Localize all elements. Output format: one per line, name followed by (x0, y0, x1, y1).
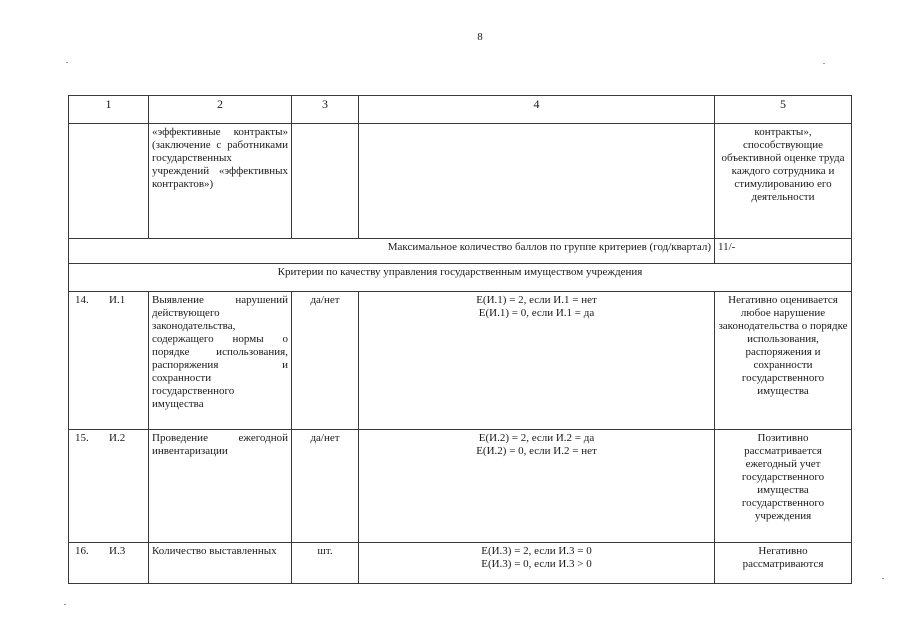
scan-speck (64, 604, 66, 605)
row-number: 16. (75, 545, 89, 557)
continuation-formula-cell (359, 124, 715, 239)
row-name-cell: Выявление нарушений действующего законодательства, содержащего нормы о порядке использования, распоряжения и сохранности государственного имущества (149, 292, 292, 430)
row-code: И.3 (109, 545, 126, 557)
max-score-label: Максимальное количество баллов по группе критериев (год/квартал) (69, 239, 715, 264)
row-number-cell (69, 543, 149, 584)
row-number: 15. (75, 432, 89, 444)
row-name-cell: Проведение ежегодной инвентаризации (149, 430, 292, 543)
continuation-num-cell (69, 124, 149, 239)
header-col-5: 5 (715, 96, 852, 124)
table-row (69, 430, 852, 543)
section-title-row (69, 264, 852, 292)
formula-line-2: Е(И.1) = 0, если И.1 = да (478, 307, 595, 319)
continuation-unit-cell (292, 124, 359, 239)
header-col-1: 1 (69, 96, 149, 124)
row-unit-cell: да/нет (292, 430, 359, 543)
row-comment-cell: Негативно рассматриваются (715, 543, 852, 584)
formula-line-2: Е(И.3) = 0, если И.3 > 0 (481, 558, 592, 570)
header-col-2: 2 (149, 96, 292, 124)
formula-line-1: Е(И.2) = 2, если И.2 = да (478, 432, 595, 444)
continuation-name-cell: «эффективные контракты» (заключение с работниками государственных учреждений «эффективных контрактов») (149, 124, 292, 239)
row-comment-cell: Негативно оценивается любое нарушение законодательства о порядке использования, распоряжения и сохранности государственного имущества (715, 292, 852, 430)
row-unit-cell: шт. (292, 543, 359, 584)
continuation-comment-cell: контракты», способствующие объективной оценке труда каждого сотрудника и стимулированию его деятельности (715, 124, 852, 239)
table-row (69, 543, 852, 584)
scan-speck (823, 63, 825, 64)
formula-line-1: Е(И.1) = 2, если И.1 = нет (476, 294, 597, 306)
row-comment-cell: Позитивно рассматривается ежегодный учет государственного имущества государственного учреждения (715, 430, 852, 543)
header-row (69, 96, 852, 124)
row-formula-cell (359, 430, 715, 543)
row-number-cell (69, 430, 149, 543)
row-formula-cell (359, 543, 715, 584)
header-col-3: 3 (292, 96, 359, 124)
formula-line-1: Е(И.3) = 2, если И.3 = 0 (481, 545, 592, 557)
max-score-row (69, 239, 852, 264)
row-unit-cell: да/нет (292, 292, 359, 430)
row-number: 14. (75, 294, 89, 306)
scan-speck (66, 62, 68, 63)
max-score-value: 11/- (715, 239, 852, 264)
row-name-cell: Количество выставленных (149, 543, 292, 584)
header-col-4: 4 (359, 96, 715, 124)
page-number: 8 (477, 31, 483, 43)
formula-line-2: Е(И.2) = 0, если И.2 = нет (476, 445, 597, 457)
section-title: Критерии по качеству управления государственным имуществом учреждения (69, 264, 852, 292)
row-code: И.1 (109, 294, 126, 306)
row-number-cell (69, 292, 149, 430)
criteria-table (68, 95, 852, 584)
row-formula-cell (359, 292, 715, 430)
scan-speck (882, 578, 884, 579)
table-row (69, 292, 852, 430)
row-code: И.2 (109, 432, 126, 444)
table-row-continuation (69, 124, 852, 239)
